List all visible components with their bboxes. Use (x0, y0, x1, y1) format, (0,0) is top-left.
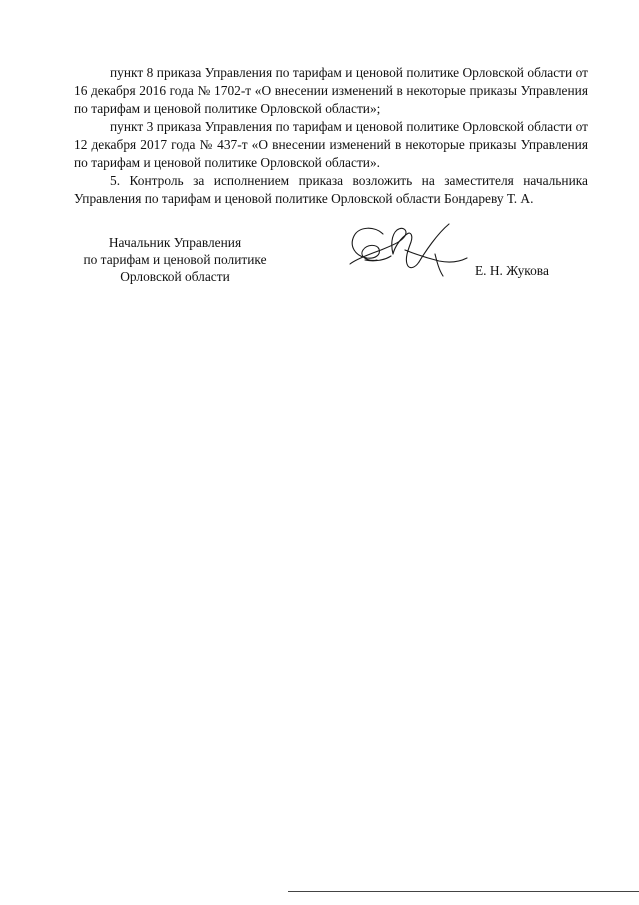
document-body (74, 64, 588, 208)
paragraph-control-clause: 5. Контроль за исполнением приказа возложить на заместителя начальника Управления по тарифам и ценовой политике Орловской области Бондареву Т. А. (74, 173, 588, 206)
paragraph-item-8-clause: пункт 8 приказа Управления по тарифам и ценовой политике Орловской области от 16 декабря 2016 года № 1702-т «О внесении изменений в некоторые приказы Управления по тарифам и ценовой политике Орловской области»; (74, 65, 588, 116)
signatory-name: Е. Н. Жукова (475, 263, 549, 278)
paragraph-item-3-clause: пункт 3 приказа Управления по тарифам и ценовой политике Орловской области от 12 декабря 2017 года № 437-т «О внесении изменений в некоторые приказы Управления по тарифам и ценовой политике Орловской области». (74, 119, 588, 170)
handwritten-signature (345, 220, 473, 284)
position-line: Начальник Управления (108, 235, 242, 250)
signature-block (60, 234, 600, 294)
footer-divider (288, 891, 639, 892)
position-line: по тарифам и ценовой политике (83, 252, 267, 267)
signatory-position (60, 234, 290, 285)
position-line: Орловской области (120, 269, 230, 284)
